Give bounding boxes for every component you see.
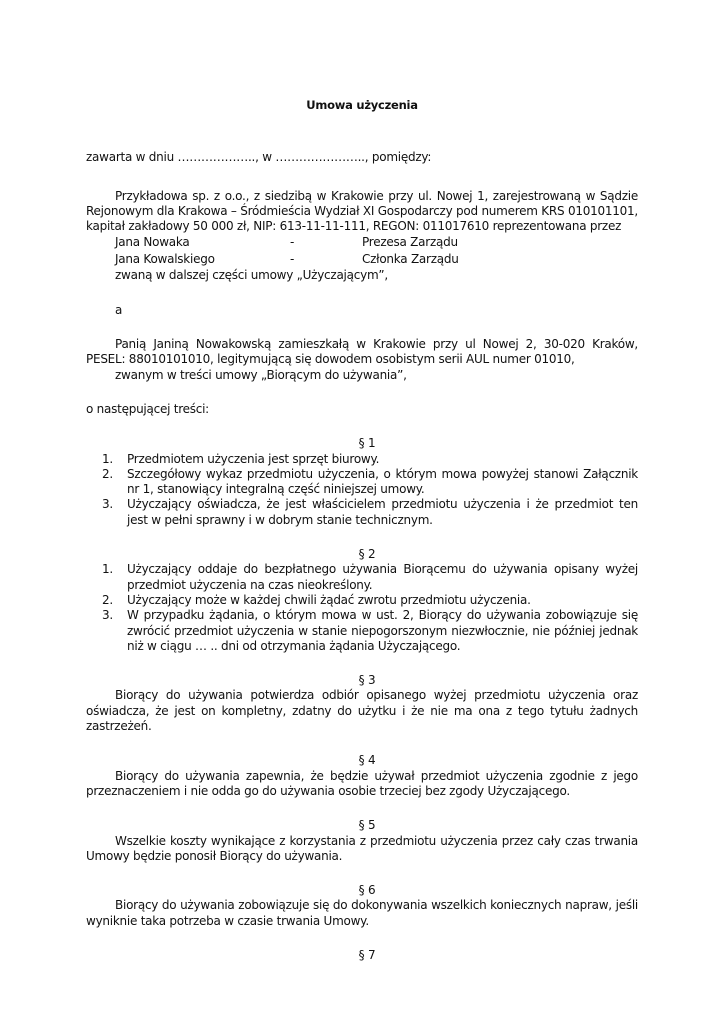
list-item-number: 2. <box>102 592 113 607</box>
section-1 <box>86 436 638 528</box>
section-sign: § 2 <box>358 547 376 562</box>
list-item-text: W przypadku żądania, o którym mowa w ust. 2, Biorący do używania zobowiązuje się zwrócić przedmiot użyczenia w stanie niepogorszonym niezwłocznie, nie później jednak niż w ciągu … .. dni od otrzymania żądania Użyczającego. <box>127 608 638 653</box>
list-item-number: 3. <box>102 497 113 512</box>
list-item <box>86 608 638 654</box>
list-item <box>86 593 638 608</box>
content-intro: o następującej treści: <box>86 401 209 416</box>
section-5 <box>86 818 638 864</box>
party1-block <box>86 189 638 284</box>
party1-description: Przykładowa sp. z o.o., z siedzibą w Krakowie przy ul. Nowej 1, zarejestrowaną w Sądzie Rejonowym dla Krakowa – Śródmieścia Wydział XI Gospodarczy pod numerem KRS 010101101, kapitał zakładowy 50 000 zł, NIP: 613-11-11-111, REGON: 011017610 reprezentowana przez <box>86 188 638 234</box>
list-item-number: 2. <box>102 466 113 481</box>
list-item <box>86 467 638 498</box>
section-text: Biorący do używania zobowiązuje się do dokonywania wszelkich koniecznych napraw, jeśli wyniknie taka potrzeba w czasie trwania Umowy. <box>86 898 638 928</box>
section-list <box>86 452 638 528</box>
representative-dash: - <box>290 235 295 250</box>
section-sign: § 4 <box>358 753 376 768</box>
section-text: Wszelkie koszty wynikające z korzystania z przedmiotu użyczenia przez cały czas trwania Umowy będzie ponosił Biorący do używania. <box>86 833 638 863</box>
section-sign: § 3 <box>358 673 376 688</box>
conjunction: a <box>115 302 123 317</box>
section-list <box>86 562 638 654</box>
section-sign: § 5 <box>358 818 376 833</box>
list-item <box>86 562 638 593</box>
list-item-text: Użyczający może w każdej chwili żądać zwrotu przedmiotu użyczenia. <box>127 592 531 607</box>
representative-name: Jana Kowalskiego <box>115 252 215 267</box>
list-item-text: Użyczający oświadcza, że jest właścicielem przedmiotu użyczenia i że przedmiot ten jest w pełni sprawny i w dobrym stanie technicznym. <box>127 497 638 527</box>
representative-dash: - <box>290 252 295 267</box>
party2-description: Panią Janiną Nowakowską zamieszkałą w Krakowie przy ul Nowej 2, 30-020 Kraków, PESEL: 88010101010, legitymującą się dowodem osobistym serii AUL numer 01010, <box>86 337 638 367</box>
party2-alias: zwanym w treści umowy „Biorącym do używania”, <box>115 367 407 382</box>
section-3 <box>86 673 638 734</box>
representative-role: Prezesa Zarządu <box>362 235 458 250</box>
representative-name: Jana Nowaka <box>115 235 190 250</box>
section-6 <box>86 883 638 929</box>
section-text: Biorący do używania potwierdza odbiór opisanego wyżej przedmiotu użyczenia oraz oświadcza, że jest on kompletny, zdatny do użytku i że nie ma ona z tego tytułu żadnych zastrzeżeń. <box>86 688 638 734</box>
section-text: Biorący do używania zapewnia, że będzie używał przedmiot użyczenia zgodnie z jego przeznaczeniem i nie odda go do używania osobie trzeciej bez zgody Użyczającego. <box>86 768 638 798</box>
list-item-text: Szczegółowy wykaz przedmiotu użyczenia, o którym mowa powyżej stanowi Załącznik nr 1, stanowiący integralną część niniejszej umowy. <box>127 466 638 497</box>
list-item <box>86 497 638 528</box>
section-sign: § 6 <box>358 883 376 898</box>
section-sign: § 1 <box>358 436 376 451</box>
list-item <box>86 452 638 467</box>
party2-block <box>86 337 638 383</box>
section-7 <box>86 948 638 963</box>
representative-row <box>86 251 638 268</box>
list-item-number: 1. <box>102 562 113 577</box>
section-2 <box>86 547 638 654</box>
section-4 <box>86 753 638 799</box>
list-item-text: Użyczający oddaje do bezpłatnego używania Biorącemu do używania opisany wyżej przedmiot użyczenia na czas nieokreślony. <box>127 562 638 592</box>
intro-line: zawarta w dniu ……………….., w ………………….., pomiędzy: <box>86 150 432 165</box>
list-item-text: Przedmiotem użyczenia jest sprzęt biurowy. <box>127 451 380 466</box>
list-item-number: 1. <box>102 451 113 466</box>
document-body <box>86 98 638 963</box>
section-sign: § 7 <box>358 947 376 962</box>
representative-role: Członka Zarządu <box>362 252 459 267</box>
representative-row <box>86 234 638 251</box>
document-title: Umowa użyczenia <box>306 98 418 112</box>
list-item-number: 3. <box>102 608 113 623</box>
party1-alias: zwaną w dalszej części umowy „Użyczającym”, <box>115 268 388 283</box>
